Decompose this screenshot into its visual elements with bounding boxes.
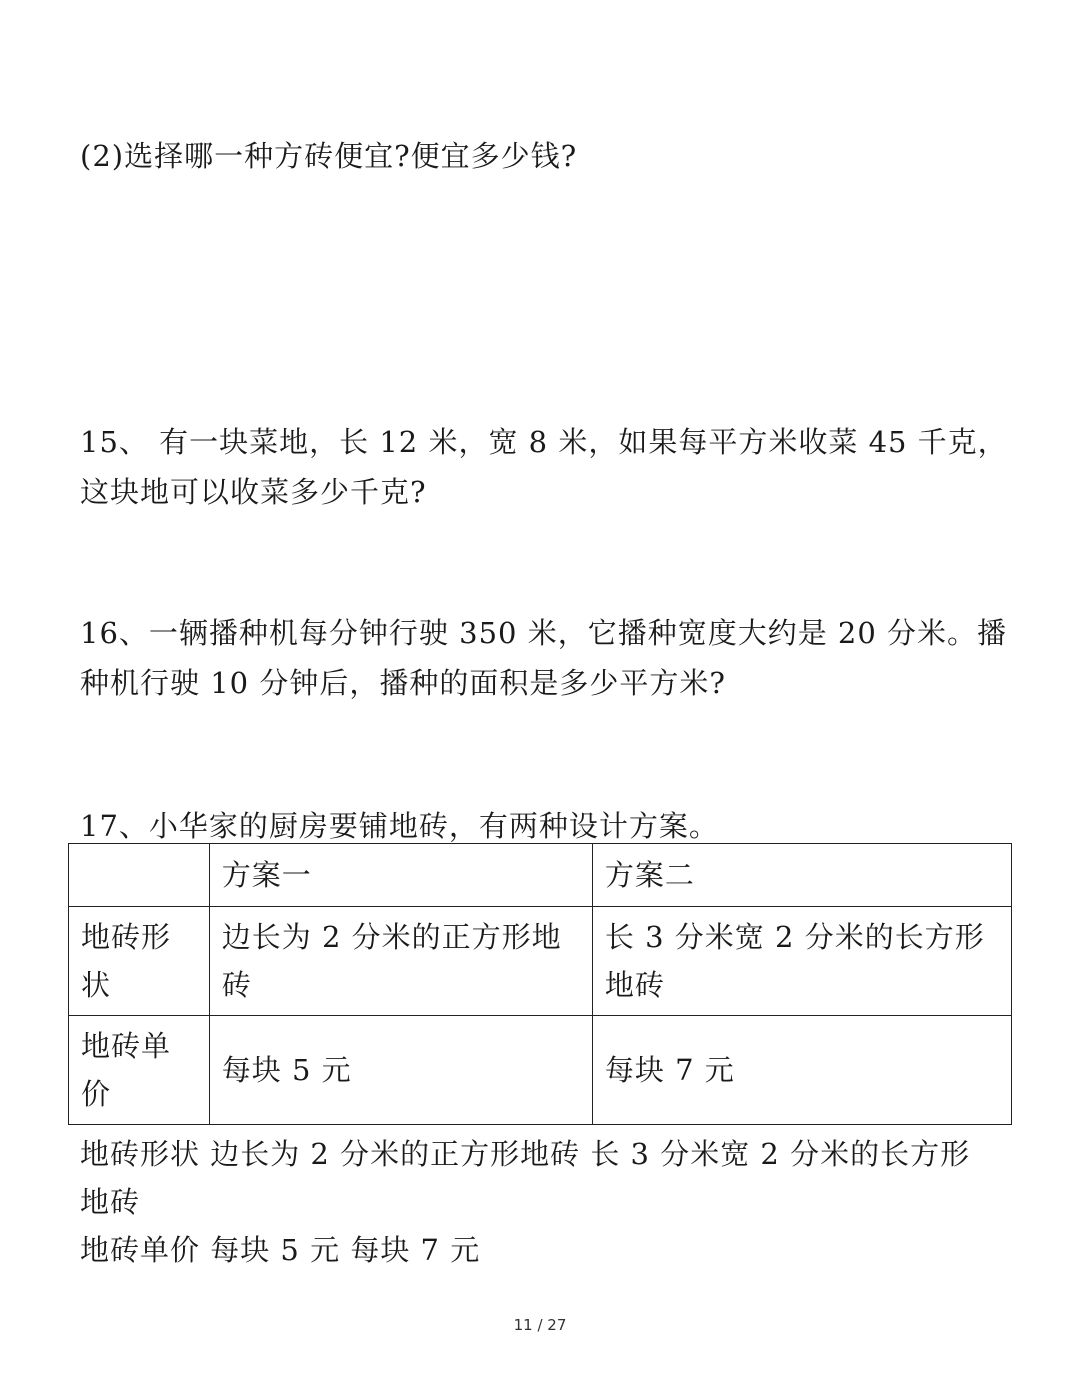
question-17-intro: 17、小华家的厨房要铺地砖，有两种设计方案。 <box>80 809 719 843</box>
cell-line: 价 <box>81 1077 112 1111</box>
tile-plan-table <box>68 843 1012 1125</box>
table-cell-plan-2-price: 每块 7 元 <box>592 1016 1011 1125</box>
repeat-shape-line-2: 地砖 <box>80 1185 141 1219</box>
cell-line: 砖 <box>221 968 252 1002</box>
table-row <box>69 1016 1012 1125</box>
question-16-line-1: 16、一辆播种机每分钟行驶 350 米，它播种宽度大约是 20 分米。播 <box>80 616 1008 650</box>
table-cell-plan-1-price: 每块 5 元 <box>209 1016 592 1125</box>
cell-line: 状 <box>81 968 112 1002</box>
table-row <box>69 907 1012 1016</box>
table-row-label-shape <box>69 907 210 1016</box>
question-15-line-1: 15、 有一块菜地，长 12 米，宽 8 米，如果每平方米收菜 45 千克， <box>80 425 1008 459</box>
table-header-plan-2: 方案二 <box>592 844 1011 907</box>
table-header-row <box>69 844 1012 907</box>
repeat-price-line: 地砖单价 每块 5 元 每块 7 元 <box>80 1233 481 1267</box>
cell-line: 地砖形 <box>81 920 172 954</box>
question-15-line-2: 这块地可以收菜多少千克? <box>80 475 427 509</box>
table-row-label-price <box>69 1016 210 1125</box>
question-16-line-2: 种机行驶 10 分钟后，播种的面积是多少平方米? <box>80 666 726 700</box>
table-cell-plan-1-shape <box>209 907 592 1016</box>
table-cell-plan-2-shape <box>592 907 1011 1016</box>
repeat-shape-line: 地砖形状 边长为 2 分米的正方形地砖 长 3 分米宽 2 分米的长方形 <box>80 1137 971 1171</box>
cell-line: 地砖单 <box>81 1029 172 1063</box>
table-header-empty-cell <box>69 844 210 907</box>
cell-line: 地砖 <box>604 968 665 1002</box>
cell-line: 长 3 分米宽 2 分米的长方形 <box>604 920 985 954</box>
question-14-part-2: (2)选择哪一种方砖便宜?便宜多少钱? <box>80 139 578 173</box>
table-header-plan-1: 方案一 <box>209 844 592 907</box>
cell-line: 边长为 2 分米的正方形地 <box>221 920 562 954</box>
page-number: 11 / 27 <box>513 1316 567 1334</box>
